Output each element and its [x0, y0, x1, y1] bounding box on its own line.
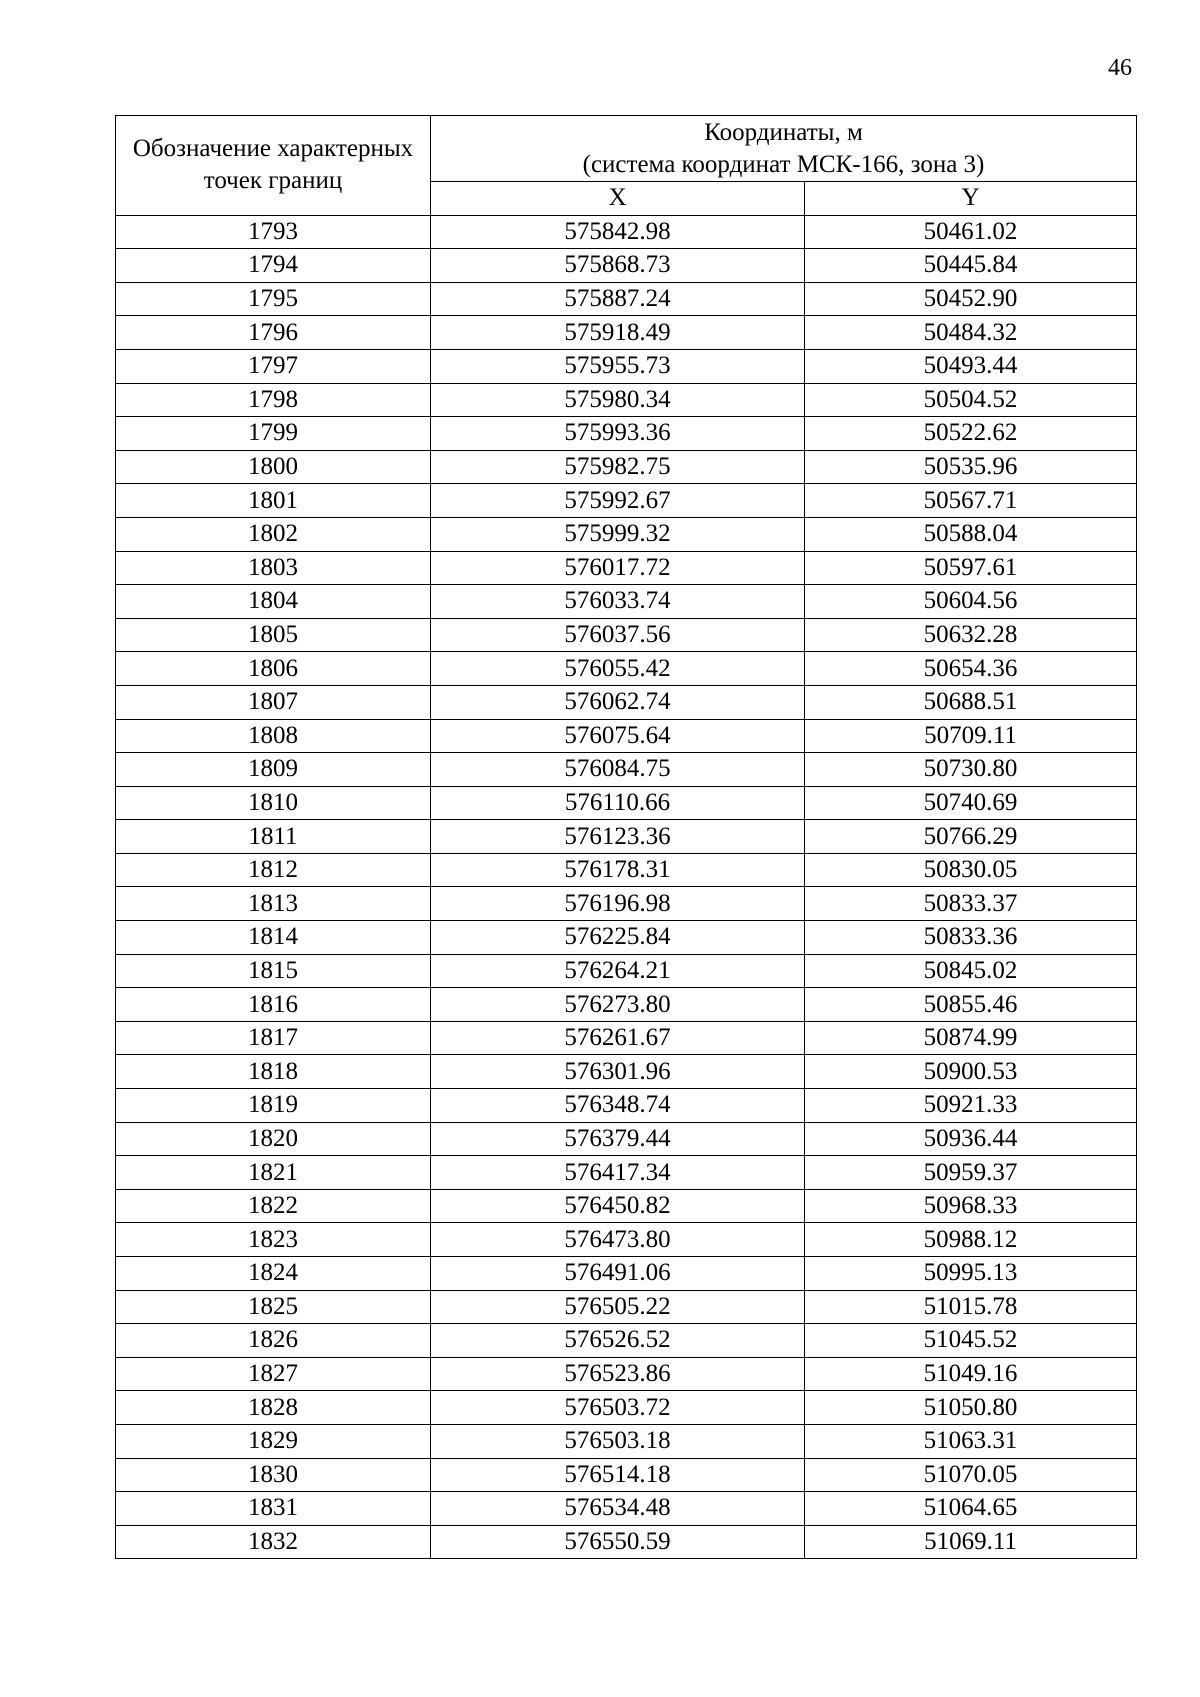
- point-id-cell: 1807: [116, 685, 431, 719]
- y-coordinate-cell: 50766.29: [805, 820, 1137, 854]
- table-row: [116, 753, 1137, 787]
- table-row: [116, 484, 1137, 518]
- point-id-cell: 1793: [116, 215, 431, 249]
- y-coordinate-cell: 50830.05: [805, 853, 1137, 887]
- x-coordinate-cell: 576417.34: [431, 1156, 805, 1190]
- table-row: [116, 1458, 1137, 1492]
- point-id-cell: 1798: [116, 383, 431, 417]
- point-id-cell: 1811: [116, 820, 431, 854]
- table-row: [116, 585, 1137, 619]
- point-id-cell: 1795: [116, 282, 431, 316]
- table-row: [116, 954, 1137, 988]
- y-coordinate-cell: 51069.11: [805, 1525, 1137, 1559]
- table-row: [116, 1189, 1137, 1223]
- y-coordinate-cell: 50968.33: [805, 1189, 1137, 1223]
- table-row: [116, 1391, 1137, 1425]
- table-row: [116, 820, 1137, 854]
- table-row: [116, 853, 1137, 887]
- point-id-cell: 1794: [116, 249, 431, 283]
- y-coordinate-cell: 50452.90: [805, 282, 1137, 316]
- x-coordinate-cell: 576473.80: [431, 1223, 805, 1257]
- x-coordinate-cell: 576450.82: [431, 1189, 805, 1223]
- table-row: [116, 1156, 1137, 1190]
- y-coordinate-cell: 50874.99: [805, 1021, 1137, 1055]
- table-row: [116, 988, 1137, 1022]
- page-number: 46: [1108, 55, 1132, 81]
- x-coordinate-cell: 575868.73: [431, 249, 805, 283]
- y-coordinate-cell: 50484.32: [805, 316, 1137, 350]
- table-row: [116, 1089, 1137, 1123]
- y-coordinate-cell: 50522.62: [805, 417, 1137, 451]
- y-coordinate-cell: 50588.04: [805, 517, 1137, 551]
- table-row: [116, 383, 1137, 417]
- y-coordinate-cell: 51070.05: [805, 1458, 1137, 1492]
- point-id-cell: 1824: [116, 1257, 431, 1291]
- point-id-cell: 1831: [116, 1492, 431, 1526]
- x-coordinate-cell: 576505.22: [431, 1290, 805, 1324]
- point-id-cell: 1823: [116, 1223, 431, 1257]
- point-id-cell: 1797: [116, 349, 431, 383]
- x-coordinate-cell: 576550.59: [431, 1525, 805, 1559]
- header-designation: Обозначение характерных точек границ: [116, 116, 431, 216]
- x-coordinate-cell: 576273.80: [431, 988, 805, 1022]
- y-coordinate-cell: 50445.84: [805, 249, 1137, 283]
- x-coordinate-cell: 576526.52: [431, 1324, 805, 1358]
- y-coordinate-cell: 50988.12: [805, 1223, 1137, 1257]
- y-coordinate-cell: 51050.80: [805, 1391, 1137, 1425]
- table-row: [116, 1223, 1137, 1257]
- y-coordinate-cell: 50995.13: [805, 1257, 1137, 1291]
- table-row: [116, 215, 1137, 249]
- x-coordinate-cell: 576075.64: [431, 719, 805, 753]
- y-coordinate-cell: 50730.80: [805, 753, 1137, 787]
- point-id-cell: 1806: [116, 652, 431, 686]
- x-coordinate-cell: 576110.66: [431, 786, 805, 820]
- x-coordinate-cell: 576196.98: [431, 887, 805, 921]
- table-body: [116, 215, 1137, 1559]
- table-row: [116, 1424, 1137, 1458]
- table-row: [116, 1492, 1137, 1526]
- point-id-cell: 1821: [116, 1156, 431, 1190]
- point-id-cell: 1804: [116, 585, 431, 619]
- y-coordinate-cell: 50833.37: [805, 887, 1137, 921]
- point-id-cell: 1829: [116, 1424, 431, 1458]
- x-coordinate-cell: 576348.74: [431, 1089, 805, 1123]
- y-coordinate-cell: 50493.44: [805, 349, 1137, 383]
- table-row: [116, 249, 1137, 283]
- x-coordinate-cell: 576379.44: [431, 1122, 805, 1156]
- y-coordinate-cell: 50597.61: [805, 551, 1137, 585]
- y-coordinate-cell: 50959.37: [805, 1156, 1137, 1190]
- x-coordinate-cell: 576055.42: [431, 652, 805, 686]
- x-coordinate-cell: 576084.75: [431, 753, 805, 787]
- point-id-cell: 1830: [116, 1458, 431, 1492]
- x-coordinate-cell: 576534.48: [431, 1492, 805, 1526]
- y-coordinate-cell: 50461.02: [805, 215, 1137, 249]
- table-row: [116, 685, 1137, 719]
- point-id-cell: 1812: [116, 853, 431, 887]
- y-coordinate-cell: 50567.71: [805, 484, 1137, 518]
- y-coordinate-cell: 51063.31: [805, 1424, 1137, 1458]
- point-id-cell: 1796: [116, 316, 431, 350]
- table-row: [116, 1324, 1137, 1358]
- table-row: [116, 282, 1137, 316]
- table-row: [116, 417, 1137, 451]
- coordinates-table: [115, 115, 1137, 1559]
- x-coordinate-cell: 575982.75: [431, 450, 805, 484]
- y-coordinate-cell: 50936.44: [805, 1122, 1137, 1156]
- point-id-cell: 1802: [116, 517, 431, 551]
- x-coordinate-cell: 576033.74: [431, 585, 805, 619]
- point-id-cell: 1805: [116, 618, 431, 652]
- table-row: [116, 1021, 1137, 1055]
- y-coordinate-cell: 51049.16: [805, 1357, 1137, 1391]
- table-row: [116, 551, 1137, 585]
- point-id-cell: 1800: [116, 450, 431, 484]
- y-coordinate-cell: 50709.11: [805, 719, 1137, 753]
- x-coordinate-cell: 576037.56: [431, 618, 805, 652]
- table-row: [116, 1257, 1137, 1291]
- y-coordinate-cell: 50921.33: [805, 1089, 1137, 1123]
- x-coordinate-cell: 576491.06: [431, 1257, 805, 1291]
- point-id-cell: 1799: [116, 417, 431, 451]
- point-id-cell: 1815: [116, 954, 431, 988]
- x-coordinate-cell: 575955.73: [431, 349, 805, 383]
- point-id-cell: 1817: [116, 1021, 431, 1055]
- x-coordinate-cell: 575918.49: [431, 316, 805, 350]
- y-coordinate-cell: 50535.96: [805, 450, 1137, 484]
- table-row: [116, 786, 1137, 820]
- y-coordinate-cell: 50900.53: [805, 1055, 1137, 1089]
- point-id-cell: 1801: [116, 484, 431, 518]
- y-coordinate-cell: 50855.46: [805, 988, 1137, 1022]
- x-coordinate-cell: 575999.32: [431, 517, 805, 551]
- table-row: [116, 1525, 1137, 1559]
- point-id-cell: 1820: [116, 1122, 431, 1156]
- y-coordinate-cell: 50688.51: [805, 685, 1137, 719]
- y-coordinate-cell: 50504.52: [805, 383, 1137, 417]
- point-id-cell: 1826: [116, 1324, 431, 1358]
- y-coordinate-cell: 51015.78: [805, 1290, 1137, 1324]
- point-id-cell: 1827: [116, 1357, 431, 1391]
- y-coordinate-cell: 50740.69: [805, 786, 1137, 820]
- table-row: [116, 1122, 1137, 1156]
- table-row: [116, 349, 1137, 383]
- x-coordinate-cell: 576261.67: [431, 1021, 805, 1055]
- y-coordinate-cell: 50833.36: [805, 921, 1137, 955]
- table-row: [116, 1357, 1137, 1391]
- table-row: [116, 921, 1137, 955]
- point-id-cell: 1816: [116, 988, 431, 1022]
- header-x: X: [431, 182, 805, 216]
- x-coordinate-cell: 576503.72: [431, 1391, 805, 1425]
- y-coordinate-cell: 50845.02: [805, 954, 1137, 988]
- header-coordinates-title: Координаты, м: [704, 118, 863, 146]
- x-coordinate-cell: 575842.98: [431, 215, 805, 249]
- header-y: Y: [805, 182, 1137, 216]
- table-row: [116, 517, 1137, 551]
- header-row-top: [116, 116, 1137, 182]
- table-row: [116, 719, 1137, 753]
- point-id-cell: 1828: [116, 1391, 431, 1425]
- header-coordinate-system: (система координат МСК-166, зона 3): [582, 150, 985, 178]
- table-row: [116, 1290, 1137, 1324]
- y-coordinate-cell: 50654.36: [805, 652, 1137, 686]
- point-id-cell: 1819: [116, 1089, 431, 1123]
- x-coordinate-cell: 576523.86: [431, 1357, 805, 1391]
- table-row: [116, 450, 1137, 484]
- point-id-cell: 1822: [116, 1189, 431, 1223]
- point-id-cell: 1809: [116, 753, 431, 787]
- y-coordinate-cell: 51045.52: [805, 1324, 1137, 1358]
- table-header: [116, 116, 1137, 216]
- point-id-cell: 1825: [116, 1290, 431, 1324]
- y-coordinate-cell: 51064.65: [805, 1492, 1137, 1526]
- x-coordinate-cell: 575887.24: [431, 282, 805, 316]
- point-id-cell: 1813: [116, 887, 431, 921]
- table-row: [116, 618, 1137, 652]
- point-id-cell: 1803: [116, 551, 431, 585]
- x-coordinate-cell: 576301.96: [431, 1055, 805, 1089]
- header-coordinates: [431, 116, 1137, 182]
- y-coordinate-cell: 50604.56: [805, 585, 1137, 619]
- point-id-cell: 1818: [116, 1055, 431, 1089]
- x-coordinate-cell: 576062.74: [431, 685, 805, 719]
- table-row: [116, 1055, 1137, 1089]
- x-coordinate-cell: 576017.72: [431, 551, 805, 585]
- point-id-cell: 1832: [116, 1525, 431, 1559]
- x-coordinate-cell: 575993.36: [431, 417, 805, 451]
- x-coordinate-cell: 576503.18: [431, 1424, 805, 1458]
- x-coordinate-cell: 576225.84: [431, 921, 805, 955]
- table-row: [116, 316, 1137, 350]
- x-coordinate-cell: 576514.18: [431, 1458, 805, 1492]
- table-row: [116, 887, 1137, 921]
- table-row: [116, 652, 1137, 686]
- x-coordinate-cell: 576178.31: [431, 853, 805, 887]
- point-id-cell: 1814: [116, 921, 431, 955]
- x-coordinate-cell: 576264.21: [431, 954, 805, 988]
- y-coordinate-cell: 50632.28: [805, 618, 1137, 652]
- x-coordinate-cell: 575992.67: [431, 484, 805, 518]
- x-coordinate-cell: 576123.36: [431, 820, 805, 854]
- x-coordinate-cell: 575980.34: [431, 383, 805, 417]
- point-id-cell: 1808: [116, 719, 431, 753]
- point-id-cell: 1810: [116, 786, 431, 820]
